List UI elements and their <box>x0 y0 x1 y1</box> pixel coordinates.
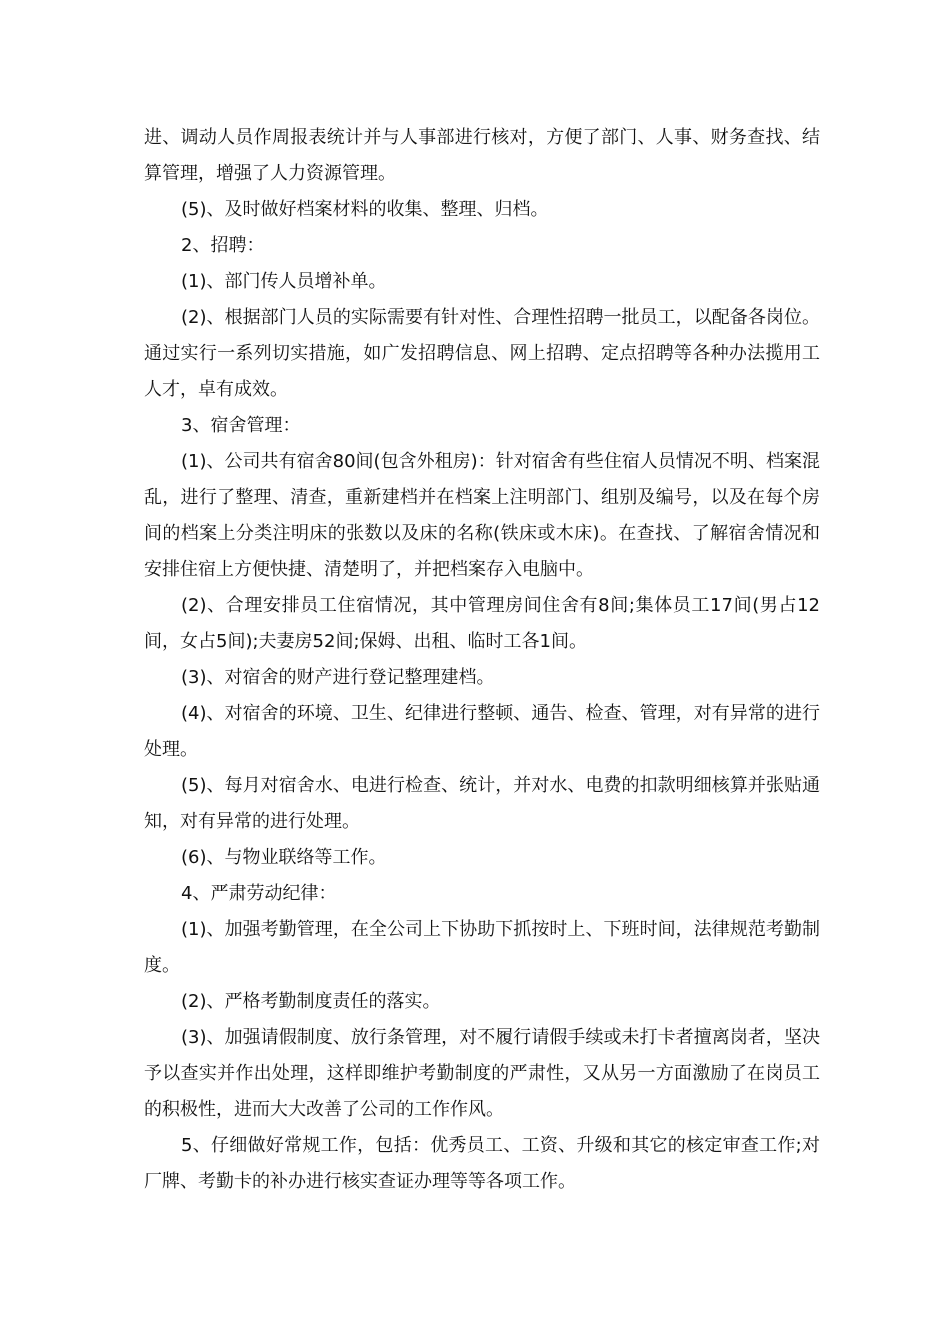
paragraph-archive-item-5: (5)、及时做好档案材料的收集、整理、归档。 <box>181 199 549 220</box>
paragraph-discipline-item-2: (2)、严格考勤制度责任的落实。 <box>181 991 441 1012</box>
paragraph-dormitory-item-1: (1)、公司共有宿舍80间(包含外租房)：针对宿舍有些住宿人员情况不明、档案混乱，进行了整理、清查，重新建档并在档案上注明部门、组别及编号，以及在每个房间的档案上分类注明床的张数以及床的名称(铁床或木床)。在查找、了解宿舍情况和安排住宿上方便快捷、清楚明了，并把档案存入电脑中。 <box>144 451 820 580</box>
paragraph-dormitory-item-6: (6)、与物业联络等工作。 <box>181 847 387 868</box>
section-heading-routine-work: 5、仔细做好常规工作，包括：优秀员工、工资、升级和其它的核定审查工作;对厂牌、考勤卡的补办进行核实查证办理等等各项工作。 <box>144 1135 820 1192</box>
paragraph-recruitment-item-1: (1)、部门传人员增补单。 <box>181 271 387 292</box>
paragraph-discipline-item-1: (1)、加强考勤管理，在全公司上下协助下抓按时上、下班时间，法律规范考勤制度。 <box>144 919 820 976</box>
paragraph-discipline-item-3: (3)、加强请假制度、放行条管理，对不履行请假手续或未打卡者擅离岗者，坚决予以查实并作出处理，这样即维护考勤制度的严肃性，又从另一方面激励了在岗员工的积极性，进而大大改善了公司的工作作风。 <box>144 1027 820 1120</box>
paragraph-continuation: 进、调动人员作周报表统计并与人事部进行核对，方便了部门、人事、财务查找、结算管理，增强了人力资源管理。 <box>144 127 820 184</box>
section-heading-dormitory: 3、宿舍管理： <box>181 415 301 436</box>
paragraph-dormitory-item-2: (2)、合理安排员工住宿情况，其中管理房间住舍有8间;集体员工17间(男占12间，女占5间);夫妻房52间;保姆、出租、临时工各1间。 <box>144 595 820 652</box>
section-heading-recruitment: 2、招聘： <box>181 235 265 256</box>
paragraph-recruitment-item-2: (2)、根据部门人员的实际需要有针对性、合理性招聘一批员工，以配备各岗位。通过实行一系列切实措施，如广发招聘信息、网上招聘、定点招聘等各种办法揽用工人才，卓有成效。 <box>144 307 820 400</box>
paragraph-dormitory-item-4: (4)、对宿舍的环境、卫生、纪律进行整顿、通告、检查、管理，对有异常的进行处理。 <box>144 703 820 760</box>
section-heading-discipline: 4、严肃劳动纪律： <box>181 883 337 904</box>
paragraph-dormitory-item-5: (5)、每月对宿舍水、电进行检查、统计，并对水、电费的扣款明细核算并张贴通知，对有异常的进行处理。 <box>144 775 820 832</box>
document-body <box>144 120 820 1200</box>
paragraph-dormitory-item-3: (3)、对宿舍的财产进行登记整理建档。 <box>181 667 495 688</box>
